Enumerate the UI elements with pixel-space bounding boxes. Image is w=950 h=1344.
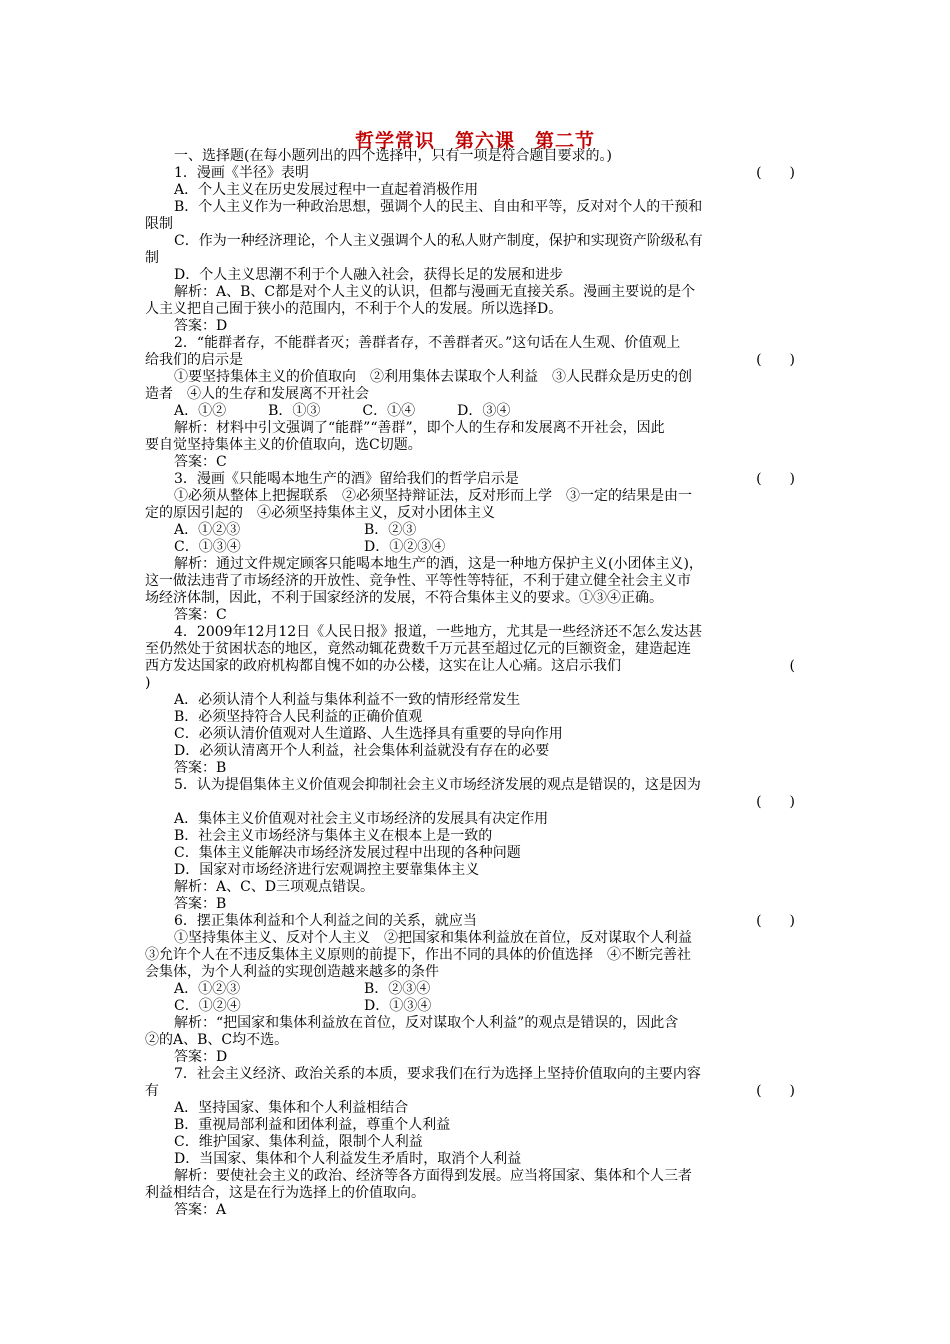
q2-options: A．①② B．①③ C．①④ D．③④ <box>174 403 511 419</box>
q4-stem: 4．2009年12月12日《人民日报》报道，一些地方，尤其是一些经济还不怎么发达甚 <box>174 624 703 640</box>
q4-option-a: A．必须认清个人利益与集体利益不一致的情形经常发生 <box>174 692 521 708</box>
instructions: 一、选择题(在每小题列出的四个选择中，只有一项是符合题目要求的。) <box>174 148 612 164</box>
q4-stem-paren-close: ) <box>145 675 151 691</box>
q1-stem: 1．漫画《半径》表明 ( ) <box>174 165 795 181</box>
q2-statements: ①要坚持集体主义的价值取向 ②利用集体去谋取个人利益 ③人民群众是历史的创 <box>174 369 692 385</box>
q6-explanation: 解析：“把国家和集体利益放在首位，反对谋取个人利益”的观点是错误的，因此含 <box>174 1015 679 1031</box>
q3-option-b: B．②③ <box>364 522 417 538</box>
q6-options-ab <box>145 981 805 998</box>
q7-option-c: C．维护国家、集体利益，限制个人利益 <box>174 1134 423 1150</box>
q3-explanation: 解析：通过文件规定顾客只能喝本地生产的酒，这是一种地方保护主义(小团体主义)， <box>174 556 703 572</box>
answer-paren: ( ) <box>756 471 795 487</box>
answer-paren: ( ) <box>756 913 795 929</box>
q5-explanation: 解析：A、C、D三项观点错误。 <box>174 879 375 895</box>
q3-option-a: A．①②③ <box>174 522 241 538</box>
q6-statements-cont: 会集体，为个人利益的实现创造越来越多的条件 <box>145 964 439 980</box>
answer-paren: ( ) <box>756 352 795 368</box>
q3-option-d: D．①②③④ <box>364 539 446 555</box>
q1-option-c: C．作为一种经济理论，个人主义强调个人的私人财产制度，保护和实现资产阶级私有 <box>174 233 703 249</box>
q2-stem: 2．“能群者存，不能群者灭；善群者存，不善群者灭。”这句话在人生观、价值观上 <box>174 335 681 351</box>
q7-stem: 7．社会主义经济、政治关系的本质，要求我们在行为选择上坚持价值取向的主要内容 <box>174 1066 701 1082</box>
q7-explanation-cont: 利益相结合，这是在行为选择上的价值取向。 <box>145 1185 425 1201</box>
q7-option-a: A．坚持国家、集体和个人利益相结合 <box>174 1100 409 1116</box>
q7-explanation: 解析：要使社会主义的政治、经济等各方面得到发展。应当将国家、集体和个人三者 <box>174 1168 692 1184</box>
q3-options-cd <box>145 539 805 556</box>
q4-option-c: C．必须认清价值观对人生道路、人生选择具有重要的导向作用 <box>174 726 563 742</box>
q3-options-ab <box>145 522 805 539</box>
q2-stem-cont: 给我们的启示是 ( ) <box>145 352 795 368</box>
q5-answer: 答案：B <box>174 896 227 912</box>
q6-explanation-cont: ②的A、B、C均不选。 <box>145 1032 289 1048</box>
q3-explanation-cont: 场经济体制，因此，不利于国家经济的发展，不符合集体主义的要求。①③④正确。 <box>145 590 663 606</box>
answer-paren: ( ) <box>756 165 795 181</box>
q4-answer: 答案：B <box>174 760 227 776</box>
q1-option-b: B．个人主义作为一种政治思想，强调个人的民主、自由和平等，反对对个人的干预和 <box>174 199 703 215</box>
answer-paren: ( ) <box>756 794 795 810</box>
q5-option-d: D．国家对市场经济进行宏观调控主要靠集体主义 <box>174 862 480 878</box>
q6-answer: 答案：D <box>174 1049 228 1065</box>
q4-option-b: B．必须坚持符合人民利益的正确价值观 <box>174 709 423 725</box>
q6-stem: 6．摆正集体利益和个人利益之间的关系，就应当 ( ) <box>174 913 795 929</box>
q3-explanation-cont: 这一做法违背了市场经济的开放性、竞争性、平等性等特征，不利于建立健全社会主义市 <box>145 573 691 589</box>
q5-option-c: C．集体主义能解决市场经济发展过程中出现的各种问题 <box>174 845 521 861</box>
q1-option-b-cont: 限制 <box>145 216 173 232</box>
q4-stem-cont: 至仍然处于贫困状态的地区，竟然动辄花费数千万元甚至超过亿元的巨额资金，建造起连 <box>145 641 691 657</box>
q1-explanation-cont: 人主义把自己囿于狭小的范围内，不利于个人的发展。所以选择D。 <box>145 301 563 317</box>
q7-option-d: D．当国家、集体和个人利益发生矛盾时，取消个人利益 <box>174 1151 522 1167</box>
q5-stem: 5．认为提倡集体主义价值观会抑制社会主义市场经济发展的观点是错误的，这是因为 <box>174 777 701 793</box>
q1-option-a: A．个人主义在历史发展过程中一直起着消极作用 <box>174 182 479 198</box>
q6-option-b: B．②③④ <box>364 981 431 997</box>
q1-answer: 答案：D <box>174 318 228 334</box>
q6-statements: ①坚持集体主义、反对个人主义 ②把国家和集体利益放在首位，反对谋取个人利益 <box>174 930 692 946</box>
q5-option-a: A．集体主义价值观对社会主义市场经济的发展具有决定作用 <box>174 811 549 827</box>
q4-option-d: D．必须认清离开个人利益，社会集体利益就没有存在的必要 <box>174 743 550 759</box>
q7-option-b: B．重视局部利益和团体利益，尊重个人利益 <box>174 1117 451 1133</box>
q6-statements-cont: ③允许个人在不违反集体主义原则的前提下，作出不同的具体的价值选择 ④不断完善社 <box>145 947 691 963</box>
answer-paren-open: ( <box>789 658 795 674</box>
answer-paren: ( ) <box>756 1083 795 1099</box>
q2-explanation-cont: 要自觉坚持集体主义的价值取向，选C切题。 <box>145 437 422 453</box>
q6-option-c: C．①②④ <box>174 998 241 1014</box>
q2-answer: 答案：C <box>174 454 227 470</box>
q1-option-d: D．个人主义思潮不利于个人融入社会，获得长足的发展和进步 <box>174 267 564 283</box>
page-title: 哲学常识 第六课 第二节 <box>354 130 595 152</box>
q3-statements-cont: 定的原因引起的 ④必须坚持集体主义，反对小团体主义 <box>145 505 495 521</box>
q3-option-c: C．①③④ <box>174 539 241 555</box>
q5-option-b: B．社会主义市场经济与集体主义在根本上是一致的 <box>174 828 493 844</box>
q2-statements-cont: 造者 ④人的生存和发展离不开社会 <box>145 386 369 402</box>
q4-stem-cont: 西方发达国家的政府机构都自愧不如的办公楼，这实在让人心痛。这启示我们 ( <box>145 658 795 674</box>
q2-explanation: 解析：材料中引文强调了“能群”“善群”，即个人的生存和发展离不开社会，因此 <box>174 420 665 436</box>
q7-answer: 答案：A <box>174 1202 227 1218</box>
q6-option-a: A．①②③ <box>174 981 241 997</box>
question-list <box>145 148 805 1219</box>
q1-explanation: 解析：A、B、C都是对个人主义的认识，但都与漫画无直接关系。漫画主要说的是个 <box>174 284 696 300</box>
q3-statements: ①必须从整体上把握联系 ②必须坚持辩证法，反对形而上学 ③一定的结果是由一 <box>174 488 692 504</box>
q3-stem: 3．漫画《只能喝本地生产的酒》留给我们的哲学启示是 ( ) <box>174 471 795 487</box>
q5-paren-line <box>145 794 805 811</box>
q3-answer: 答案：C <box>174 607 227 623</box>
q6-option-d: D．①③④ <box>364 998 432 1014</box>
q7-stem-cont: 有 ( ) <box>145 1083 795 1099</box>
q1-option-c-cont: 制 <box>145 250 159 266</box>
q6-options-cd <box>145 998 805 1015</box>
